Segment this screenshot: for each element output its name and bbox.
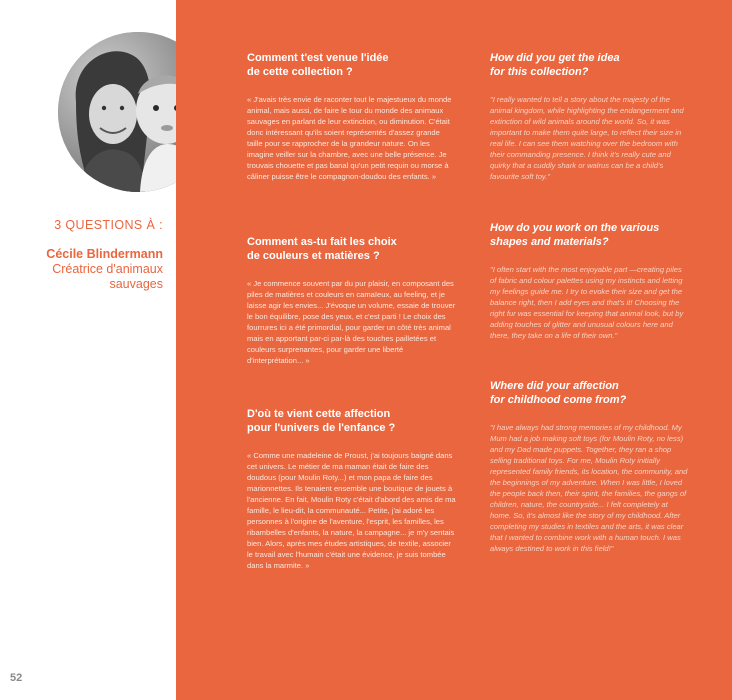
answer-text: « Je commence souvent par du pur plaisir, en composant des piles de matières et couleurs en camaïeux, au feeling, et je laisse agir les envies... J'évoque un volume, essaie de trouver le bon équilibre, pose des yeux, et c'est parti ! Le choix des fourrures ici a été primordial, pour garder un côté très animal mais en apportant par-ci par-là des touches pailletées et couleurs surprenantes, pour garder une liberté d'interprétation... » — [247, 279, 456, 365]
page-number: 52 — [10, 672, 23, 684]
answer-text: « J'avais très envie de raconter tout le majestueux du monde animal, mais aussi, de faire le tour du monde des animaux sauvages en parlant de leur extinction, ou diminution. C'était donc intéressant qu'ils soient représentés d'assez grande taille pour se rapprocher de la grandeur nature. On les imagine veiller sur la chambre, avec une belle présence. Je trouvais chouette et pas banal qu'un petit requin ou morse à câliner puisse être le compagnon-doudou des enfants. » — [247, 95, 452, 181]
question-title — [247, 408, 457, 435]
answer-text: "I really wanted to tell a story about the majesty of the animal kingdom, while highlighting the endangerment and extinction of wild animals around the world. So, it was important to make them quite large, to reflect their size in real life. I can see them watching over the bedroom with their commanding presence. I think it's really cute and quirky that a cuddly shark or walrus can be a child's favourite soft toy." — [490, 95, 684, 181]
question-line: for this collection? — [490, 65, 589, 78]
question-title — [247, 236, 457, 263]
question-title — [490, 52, 690, 79]
person-role — [0, 262, 163, 292]
question-line: Comment t'est venue l'idée — [247, 52, 389, 64]
question-line: D'où te vient cette affection — [247, 408, 391, 420]
question-line: de couleurs et matières ? — [247, 249, 380, 262]
qa-block-en-1 — [490, 52, 690, 182]
question-title — [247, 52, 457, 79]
question-line: How did you get the idea — [490, 52, 620, 64]
person-name: Cécile Blindermann — [46, 247, 163, 261]
qa-block-fr-3 — [247, 408, 457, 571]
question-line: How do you work on the various — [490, 222, 660, 234]
question-title — [490, 380, 690, 407]
qa-block-fr-1 — [247, 52, 457, 182]
answer-text: "I have always had strong memories of my childhood. My Mum had a job making soft toys (for Moulin Roty, no less) and my Dad made puppets. Together, they ran a shop selling traditional toys. For me, Moulin Roty initially represented family friends, its location, the community, and the beginnings of my adventure. When I was little, I loved the people back then, their spirit, the families, the gangs of children, nature, the countryside... I felt completely at home. So, it's almost like the story of my childhood. After completing my studies in textiles and the arts, it was clear that I wanted to combine work with a human touch. I was always destined to work in this field!" — [490, 423, 688, 553]
left-sidebar — [0, 0, 176, 700]
question-line: for childhood come from? — [490, 393, 627, 406]
question-line: Comment as-tu fait les choix — [247, 236, 397, 248]
answer-text: "I often start with the most enjoyable part —creating piles of fabric and colour palettes using my instincts and letting my feelings guide me. I try to evoke their size and get the balance right, then I add eyes and that's it! Choosing the right fur was essential for keeping that animal look, but by adding touches of glitter and unusual colours here and there, they take on a life of their own." — [490, 265, 684, 340]
qa-block-en-2 — [490, 222, 690, 341]
question-title — [490, 222, 690, 249]
person-role-line1: Créatrice d'animaux — [52, 262, 163, 276]
person-role-line2: sauvages — [109, 277, 163, 291]
answer-text: « Comme une madeleine de Proust, j'ai toujours baigné dans cet univers. Le métier de ma maman était de faire des doudous (pour Moulin Roty...) et mon papa de faire des marionnettes. Ils tenaient ensemble une boutique de jouets à l'ancienne. En fait, Moulin Roty c'était d'abord des amis de ma famille, le lieu-dit, la communauté... Petite, j'ai adoré les personnes à l'origine de l'aventure, l'esprit, les familles, les ribambelles d'enfants, la nature, la campagne... je m'y sentais bien. Alors, après mes études artistiques, de textile, associer le travail avec l'humain c'était une évidence, je suis tombée dans la marmite. » — [247, 451, 456, 570]
question-line: pour l'univers de l'enfance ? — [247, 421, 396, 434]
qa-block-fr-2 — [247, 236, 457, 366]
question-line: de cette collection ? — [247, 65, 353, 78]
question-line: shapes and materials? — [490, 235, 609, 248]
question-line: Where did your affection — [490, 380, 619, 392]
qa-block-en-3 — [490, 380, 690, 554]
section-label: 3 QUESTIONS À : — [54, 218, 163, 232]
